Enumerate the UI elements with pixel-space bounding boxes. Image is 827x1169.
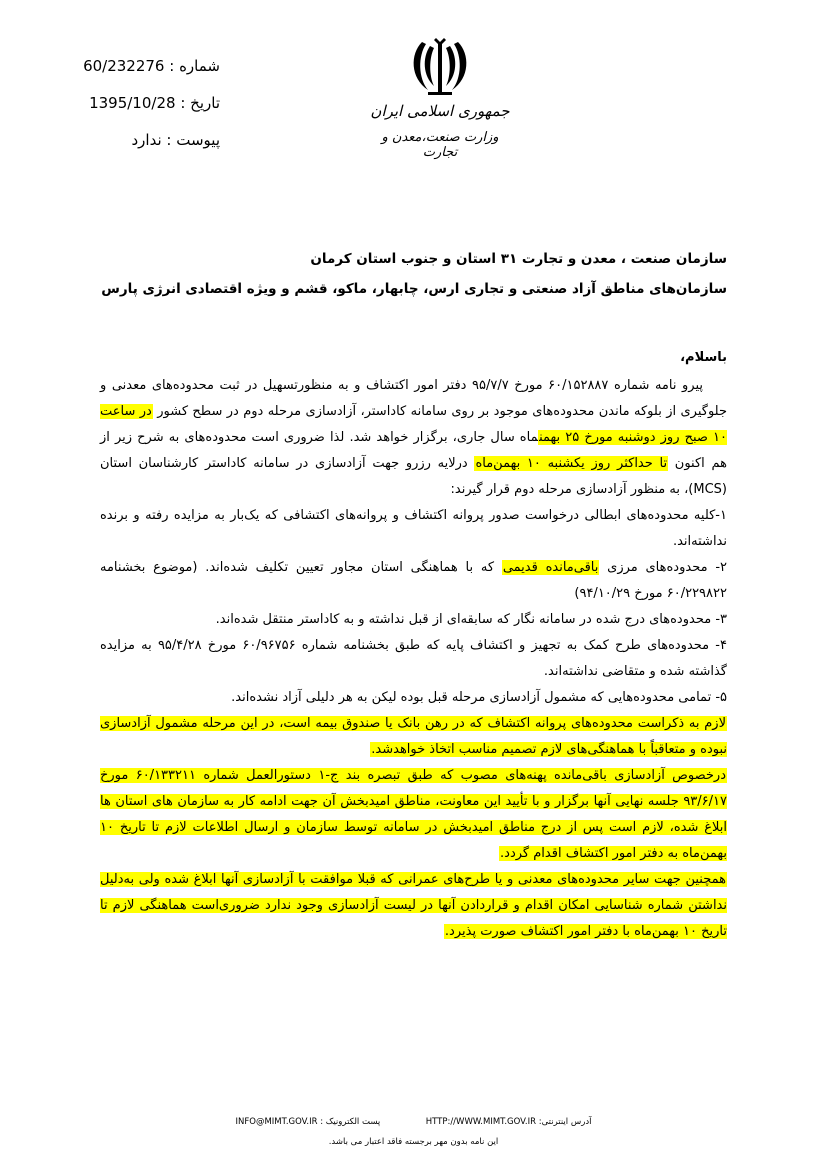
- highlight-note-2: درخصوص آزادسازی باقی‌مانده پهنه‌های مصوب که طبق تبصره بند ج-۱ دستورالعمل شماره ۶۰/۱۳۳۲۱۱ مورخ ۹۳/۶/۱۷ جلسه نهایی آنها برگزار و با تأیید این معاونت، مناطق امیدبخش آن جهت ادامه کار به سازمان های استان ها ابلاغ شده، لازم است پس از درج مناطق امیدبخش در سامانه توسط سازمان و ارسال اطلاعات لازم تا تاریخ ۱۰ بهمن‌ماه به دفتر امور اکتشاف اقدام گردد.: [100, 768, 727, 861]
- recipient-line-2: سازمان‌های مناطق آزاد صنعتی و تجاری ارس، چابهار، ماکو، قشم و ویژه اقتصادی انرژی پارس: [101, 281, 727, 297]
- item2-text-a: ۲- محدوده‌های مرزی: [607, 560, 727, 575]
- intro-text-c: درلایه رزرو جهت آزادسازی در سامانه کاداستر کارشناسان استان (MCS)، به منظور آزادسازی مرحله دوم قرار گیرند:: [100, 456, 727, 497]
- letter-number-value: 60/232276: [83, 57, 165, 75]
- emblem-ministry-name: وزارت صنعت،معدن و تجارت: [381, 130, 499, 160]
- highlight-remaining-old: باقی‌مانده قدیمی: [502, 560, 599, 575]
- letter-date-label: تاریخ :: [180, 94, 220, 112]
- letter-number-row: [60, 48, 220, 85]
- letter-date-value: 1395/10/28: [89, 94, 176, 112]
- letter-number-label: شماره :: [169, 57, 220, 75]
- list-item-1: ۱-کلیه محدوده‌های ابطالی درخواست صدور پروانه اکتشاف و پروانه‌های اکتشافی که یک‌بار به مزایده رفته و برنده نداشته‌اند.: [100, 508, 727, 549]
- note-paragraph-1: [100, 711, 727, 763]
- footer-email-label: پست الکترونیک :: [320, 1117, 381, 1127]
- highlight-session-time: در ساعت ۱۰ صبح روز دوشنبه مورخ ۲۵ بهمن: [100, 404, 728, 445]
- item2-text-b: که با هماهنگی استان مجاور تعیین تکلیف شده‌اند. (موضوع بخشنامه ۶۰/۲۲۹۸۲۲ مورخ ۹۴/۱۰/۲۹): [100, 560, 727, 601]
- highlight-deadline: تا حداکثر روز یکشنبه ۱۰ بهمن‌ماه: [475, 456, 668, 471]
- letter-footer: [0, 1112, 827, 1152]
- footer-contact-row: [0, 1112, 827, 1132]
- footer-website-link[interactable]: HTTP://WWW.MIMT.GOV.IR: [425, 1117, 537, 1127]
- header-emblem: [370, 38, 510, 160]
- letter-attachment-row: [60, 122, 220, 159]
- highlight-note-3: همچنین جهت سایر محدوده‌های معدنی و یا طرح‌های عمرانی که قبلا موافقت با آزادسازی آنها ابلاغ شده ولی به‌دلیل نداشتن شماره شناسایی امکان اقدام و قراردادن آنها در لیست آزادسازی وجود ندارد ضروری‌است هماهنگی لازم تا تاریخ ۱۰ بهمن‌ماه با دفتر امور اکتشاف صورت پذیرد.: [100, 872, 727, 939]
- letter-attachment-label: پیوست :: [166, 131, 220, 149]
- footer-email-link[interactable]: INFO@MIMT.GOV.IR: [235, 1117, 318, 1127]
- recipients-block: [87, 244, 727, 304]
- list-item-2: [100, 555, 727, 607]
- iran-emblem-icon: [408, 38, 472, 96]
- list-item-4: ۴- محدوده‌های طرح کمک به تجهیز و اکتشاف پایه که طبق بخشنامه شماره ۶۰/۹۶۷۵۶ مورخ ۹۵/۴/۲۸ به مزایده گذاشته شده و متقاضی نداشته‌اند.: [100, 638, 727, 679]
- letter-meta: [60, 48, 220, 159]
- letter-date-row: [60, 85, 220, 122]
- note-paragraph-3: [100, 867, 727, 945]
- greeting: باسلام،: [680, 350, 727, 365]
- letter-attachment-value: ندارد: [131, 131, 162, 149]
- emblem-country-name: جمهوری اسلامی ایران: [370, 102, 510, 120]
- recipient-line-1: سازمان صنعت ، معدن و تجارت ۳۱ استان و جنوب استان کرمان: [310, 251, 727, 267]
- note-paragraph-2: [100, 763, 727, 867]
- intro-text-b: ماه سال جاری، برگزار خواهد شد. لذا ضروری است محدوده‌های به شرح زیر از هم اکنون: [100, 430, 727, 471]
- footer-validity-note: این نامه بدون مهر برجسته فاقد اعتبار می باشد.: [328, 1137, 499, 1147]
- list-item-5: ۵- تمامی محدوده‌هایی که مشمول آزادسازی مرحله قبل بوده لیکن به هر دلیلی آزاد نشده‌اند.: [231, 690, 727, 705]
- footer-address-label: آدرس اینترنتی:: [538, 1117, 592, 1127]
- paragraph-intro: [100, 373, 727, 503]
- letter-body: [100, 345, 727, 945]
- intro-text-a: پیرو نامه شماره ۶۰/۱۵۲۸۸۷ مورخ ۹۵/۷/۷ دفتر امور اکتشاف و به منظورتسهیل در ثبت محدوده‌های معدنی و جلوگیری از بلوکه ماندن محدوده‌های موجود بر روی سامانه کاداستر، آزادسازی مرحله دوم در سطح کشور: [100, 378, 727, 419]
- list-item-3: ۳- محدوده‌های درج شده در سامانه نگار که سابقه‌ای از قبل نداشته و به کاداستر منتقل شده‌اند.: [215, 612, 727, 627]
- highlight-note-1: لازم به ذکراست محدوده‌های پروانه اکتشاف که در رهن بانک یا صندوق بیمه است، در این مرحله مشمول آزادسازی نبوده و متعاقباً با هماهنگی‌های لازم تصمیم مناسب اتخاذ خواهدشد.: [100, 716, 727, 757]
